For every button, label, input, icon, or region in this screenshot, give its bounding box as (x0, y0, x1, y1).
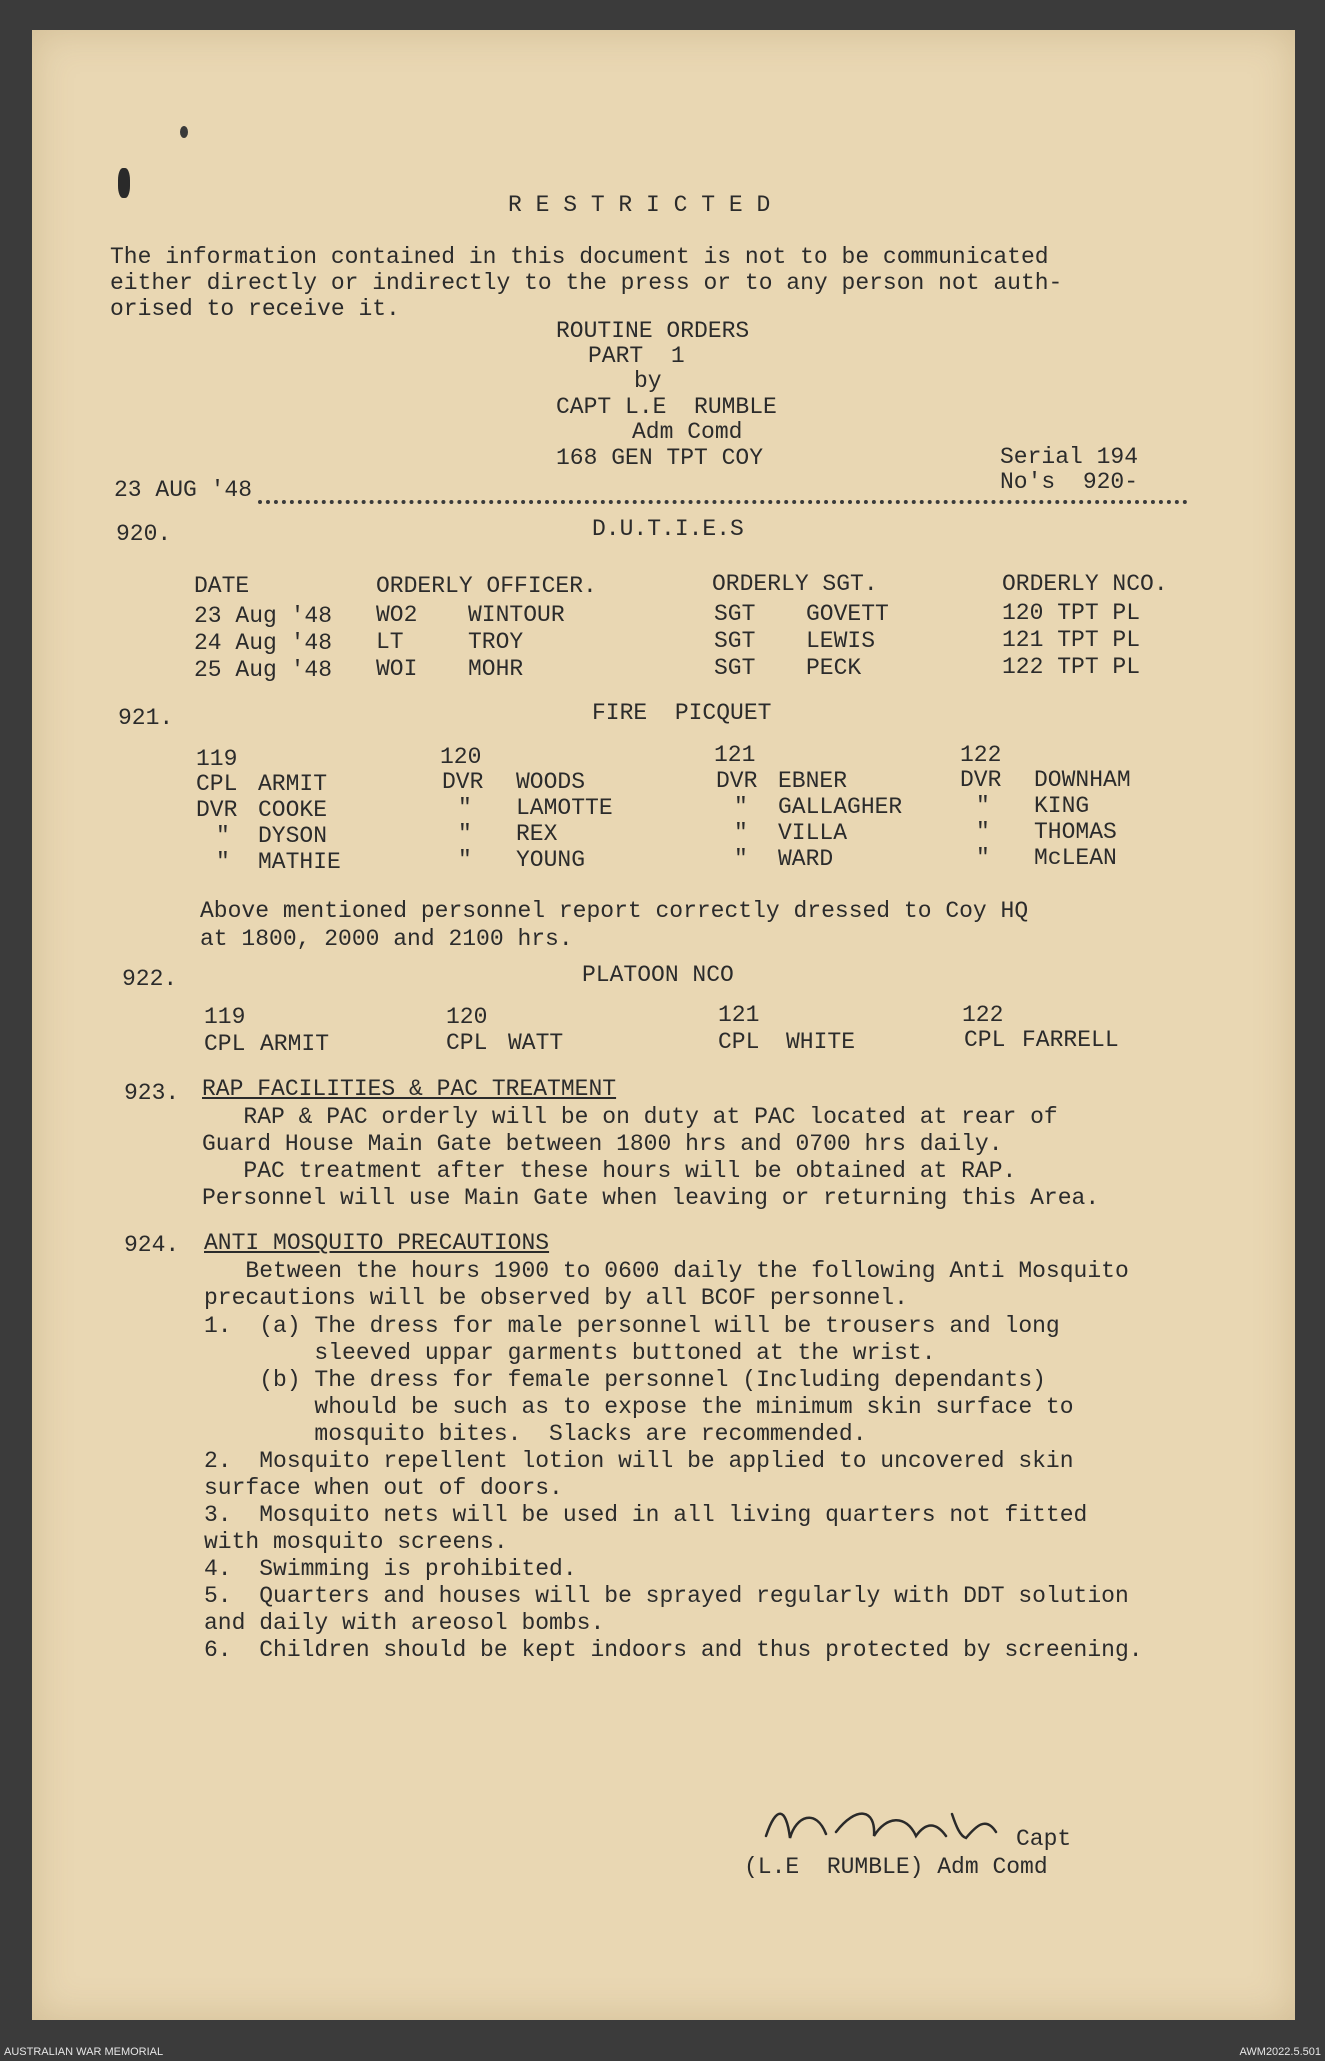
mosquito-line-13: 5. Quarters and houses will be sprayed regularly with DDT solution (204, 1583, 1129, 1609)
picquet-prefix-2-3: " (458, 821, 472, 847)
mosquito-line-12: 4. Swimming is prohibited. (204, 1556, 577, 1582)
rap-line-3: PAC treatment after these hours will be obtained at RAP. (202, 1158, 1017, 1184)
picquet-prefix-3-4: " (734, 846, 748, 872)
picquet-prefix-4-2: " (976, 793, 990, 819)
nco-name-4: FARRELL (1022, 1027, 1119, 1053)
duty-sgt-rank-3: SGT (714, 655, 756, 681)
picquet-prefix-4-1: DVR (960, 767, 1002, 793)
title-line-6: 168 GEN TPT COY (556, 445, 764, 471)
picquet-prefix-3-1: DVR (716, 768, 758, 794)
picquet-platoon-121: 121 (714, 742, 756, 768)
order-numbers: No's 920- (1000, 469, 1139, 495)
duty-nco-2: 121 TPT PL (1002, 627, 1141, 653)
nco-platoon-120: 120 (446, 1004, 488, 1030)
col-date: DATE (194, 573, 250, 599)
picquet-name-1-1: ARMIT (258, 771, 328, 797)
picquet-platoon-120: 120 (440, 744, 482, 770)
picquet-prefix-1-2: DVR (196, 797, 238, 823)
picquet-prefix-4-3: " (976, 819, 990, 845)
rap-line-4: Personnel will use Main Gate when leaving or returning this Area. (202, 1185, 1100, 1211)
duties-heading: D.U.T.I.E.S (592, 516, 744, 542)
signature-name: (L.E RUMBLE) Adm Comd (744, 1854, 1048, 1880)
picquet-prefix-4-4: " (976, 845, 990, 871)
duty-sgt-name-1: GOVETT (806, 601, 889, 627)
duty-sgt-name-2: LEWIS (806, 628, 876, 654)
duty-officer-name-1: WINTOUR (468, 602, 565, 628)
picquet-note-line-1: Above mentioned personnel report correctly dressed to Coy HQ (200, 898, 1029, 924)
duty-sgt-rank-2: SGT (714, 628, 756, 654)
picquet-prefix-1-1: CPL (196, 771, 238, 797)
nco-platoon-121: 121 (718, 1002, 760, 1028)
mosquito-line-4: sleeved uppar garments buttoned at the wrist. (204, 1340, 936, 1366)
picquet-name-3-2: GALLAGHER (778, 794, 903, 820)
picquet-prefix-3-3: " (734, 820, 748, 846)
mosquito-line-6: whould be such as to expose the minimum skin surface to (204, 1394, 1074, 1420)
section-number-923: 923. (124, 1080, 180, 1106)
rap-heading: RAP FACILITIES & PAC TREATMENT (202, 1076, 617, 1102)
nco-name-3: WHITE (786, 1029, 856, 1055)
mosquito-line-5: (b) The dress for female personnel (Including dependants) (204, 1367, 1046, 1393)
section-number-921: 921. (118, 705, 174, 731)
ink-mark (180, 126, 188, 138)
picquet-name-2-3: REX (516, 821, 558, 847)
rap-line-2: Guard House Main Gate between 1800 hrs and 0700 hrs daily. (202, 1131, 1003, 1157)
mosquito-line-8: 2. Mosquito repellent lotion will be applied to uncovered skin (204, 1448, 1074, 1474)
picquet-name-1-3: DYSON (258, 823, 328, 849)
picquet-name-4-4: McLEAN (1034, 845, 1117, 871)
section-number-924: 924. (124, 1232, 180, 1258)
classification-heading: R E S T R I C T E D (508, 192, 771, 218)
picquet-prefix-3-2: " (734, 794, 748, 820)
mosquito-line-15: 6. Children should be kept indoors and thus protected by screening. (204, 1637, 1143, 1663)
picquet-name-3-4: WARD (778, 846, 834, 872)
fire-picquet-heading: FIRE PICQUET (592, 700, 772, 726)
picquet-prefix-2-1: DVR (442, 769, 484, 795)
warning-line-1: The information contained in this document is not to be communicated (110, 244, 1049, 270)
col-orderly-officer: ORDERLY OFFICER. (376, 573, 597, 599)
mosquito-heading: ANTI MOSQUITO PRECAUTIONS (204, 1230, 550, 1256)
title-line-4: CAPT L.E RUMBLE (556, 394, 777, 420)
nco-rank-3: CPL (718, 1029, 760, 1055)
platoon-nco-heading: PLATOON NCO (582, 962, 734, 988)
order-date: 23 AUG '48 (114, 477, 253, 503)
picquet-name-4-2: KING (1034, 793, 1090, 819)
picquet-note-line-2: at 1800, 2000 and 2100 hrs. (200, 926, 573, 952)
duty-sgt-rank-1: SGT (714, 601, 756, 627)
duty-date-1: 23 Aug '48 (194, 603, 333, 629)
picquet-prefix-2-4: " (458, 847, 472, 873)
duty-officer-rank-1: WO2 (376, 602, 418, 628)
nco-name-1: ARMIT (260, 1031, 330, 1057)
duty-officer-rank-2: LT (376, 629, 404, 655)
duty-nco-3: 122 TPT PL (1002, 654, 1141, 680)
serial-number: Serial 194 (1000, 444, 1139, 470)
mosquito-line-9: surface when out of doors. (204, 1475, 563, 1501)
title-line-3: by (634, 368, 662, 394)
col-orderly-sgt: ORDERLY SGT. (712, 571, 878, 597)
nco-platoon-119: 119 (204, 1004, 246, 1030)
punch-hole (118, 168, 130, 198)
section-number-920: 920. (116, 521, 172, 547)
section-number-922: 922. (122, 966, 178, 992)
title-line-1: ROUTINE ORDERS (556, 318, 750, 344)
duty-officer-name-3: MOHR (468, 656, 524, 682)
signature-rank: Capt (1016, 1826, 1072, 1852)
picquet-name-1-2: COOKE (258, 797, 328, 823)
warning-line-2: either directly or indirectly to the press or to any person not auth- (110, 270, 1063, 296)
picquet-prefix-1-3: " (216, 823, 230, 849)
duty-officer-name-2: TROY (468, 629, 524, 655)
duty-officer-rank-3: WOI (376, 656, 418, 682)
warning-line-3: orised to receive it. (110, 296, 400, 322)
picquet-platoon-122: 122 (960, 742, 1002, 768)
title-line-2: PART 1 (588, 343, 685, 369)
mosquito-line-11: with mosquito screens. (204, 1529, 508, 1555)
picquet-prefix-1-4: " (216, 849, 230, 875)
handwritten-signature (756, 1796, 1056, 1856)
duty-nco-1: 120 TPT PL (1002, 600, 1141, 626)
nco-rank-2: CPL (446, 1030, 488, 1056)
footer-archive: AUSTRALIAN WAR MEMORIAL (4, 2046, 164, 2058)
picquet-name-3-3: VILLA (778, 820, 848, 846)
mosquito-line-3: 1. (a) The dress for male personnel will be trousers and long (204, 1313, 1060, 1339)
duty-sgt-name-3: PECK (806, 655, 862, 681)
nco-platoon-122: 122 (962, 1002, 1004, 1028)
mosquito-line-14: and daily with areosol bombs. (204, 1610, 605, 1636)
duty-date-2: 24 Aug '48 (194, 630, 333, 656)
picquet-name-3-1: EBNER (778, 768, 848, 794)
mosquito-line-10: 3. Mosquito nets will be used in all living quarters not fitted (204, 1502, 1088, 1528)
picquet-name-2-1: WOODS (516, 769, 586, 795)
picquet-name-4-3: THOMAS (1034, 819, 1117, 845)
title-line-5: Adm Comd (632, 419, 743, 445)
rap-line-1: RAP & PAC orderly will be on duty at PAC located at rear of (202, 1104, 1058, 1130)
picquet-prefix-2-2: " (458, 795, 472, 821)
picquet-name-2-4: YOUNG (516, 847, 586, 873)
mosquito-line-7: mosquito bites. Slacks are recommended. (204, 1421, 867, 1447)
picquet-platoon-119: 119 (196, 746, 238, 772)
nco-name-2: WATT (508, 1030, 564, 1056)
col-orderly-nco: ORDERLY NCO. (1002, 571, 1168, 597)
mosquito-line-1: Between the hours 1900 to 0600 daily the following Anti Mosquito (204, 1258, 1129, 1284)
dotted-divider (258, 500, 1188, 504)
picquet-name-4-1: DOWNHAM (1034, 767, 1131, 793)
picquet-name-2-2: LAMOTTE (516, 795, 613, 821)
picquet-name-1-4: MATHIE (258, 849, 341, 875)
nco-rank-4: CPL (964, 1027, 1006, 1053)
mosquito-line-2: precautions will be observed by all BCOF personnel. (204, 1285, 908, 1311)
footer-reference: AWM2022.5.501 (1239, 2046, 1321, 2058)
duty-date-3: 25 Aug '48 (194, 657, 333, 683)
nco-rank-1: CPL (204, 1031, 246, 1057)
